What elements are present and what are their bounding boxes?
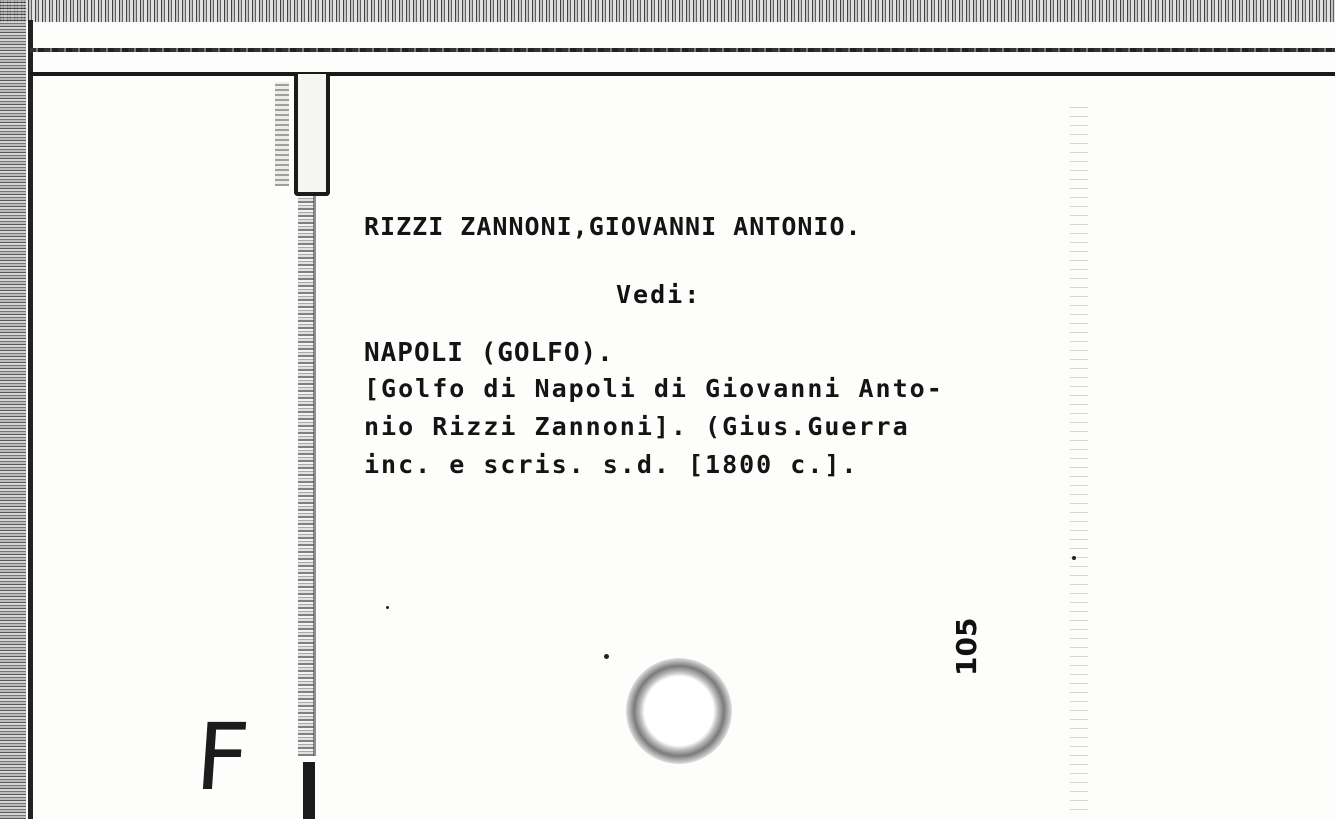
card-bottom-tab — [303, 762, 315, 819]
card-guide-shadow — [275, 82, 289, 186]
page-number — [950, 606, 984, 676]
page-number-text: 105 — [950, 617, 983, 676]
author-heading: RIZZI ZANNONI,GIOVANNI ANTONIO. — [364, 212, 862, 241]
subject-heading: NAPOLI (GOLFO). — [364, 338, 614, 368]
punch-hole — [626, 658, 732, 764]
scan-left-border — [0, 0, 26, 819]
card-spine — [298, 196, 314, 756]
speck — [604, 654, 609, 659]
scan-speckle — [1070, 100, 1088, 810]
speck — [386, 606, 389, 609]
description-line: nio Rizzi Zannoni]. (Gius.Guerra — [364, 412, 910, 441]
description-line: inc. e scris. s.d. [1800 c.]. — [364, 450, 859, 479]
see-reference-label: Vedi: — [616, 280, 702, 309]
card-left-rule — [28, 20, 33, 819]
description-line: [Golfo di Napoli di Giovanni Anto- — [364, 374, 944, 403]
card-header-rule — [30, 72, 1335, 76]
speck — [1072, 556, 1076, 560]
scan-top-border — [0, 0, 1335, 22]
card-spine-line — [313, 196, 316, 756]
card-top-rule — [30, 48, 1335, 52]
handwritten-letter: F — [192, 704, 253, 811]
card-guide-tab — [294, 74, 330, 196]
